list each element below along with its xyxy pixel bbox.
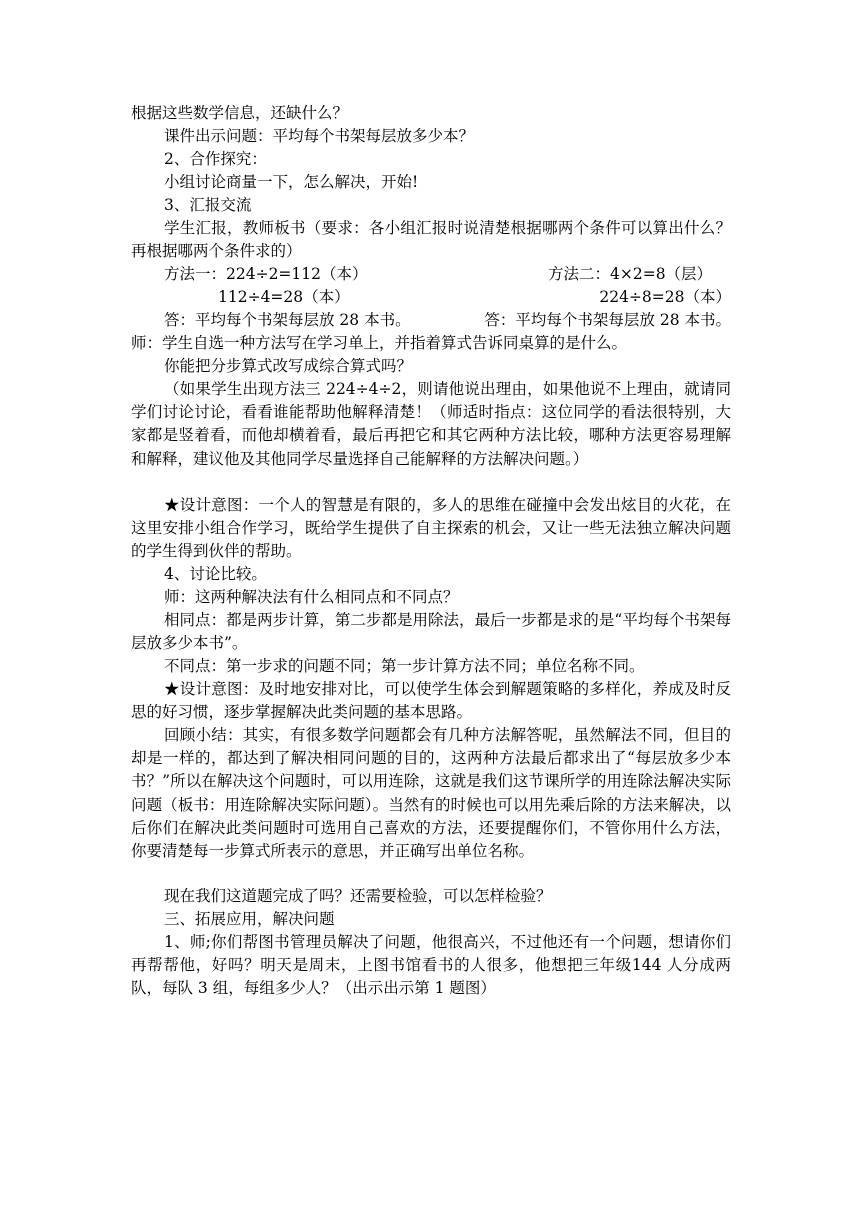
paragraph-similarities: 相同点：都是两步计算，第二步都是用除法，最后一步都是求的是“平均每个书架每层放多少本书”。 — [131, 611, 731, 653]
heading-discuss-compare: 4、讨论比较。 — [164, 565, 267, 583]
method-one-step1: 方法一：224÷2=112（本） — [164, 265, 368, 283]
heading-report: 3、汇报交流 — [164, 196, 252, 214]
paragraph-design-intent-1: ★设计意图：一个人的智慧是有限的，多人的思维在碰撞中会发出炫目的火花，在这里安排小组合作学习，既给学生提供了自主探索的机会，又让一些无法独立解决问题的学生得到伙伴的帮助。 — [131, 496, 731, 561]
paragraph-summary: 回顾小结：其实，有很多数学问题都会有几种方法解答呢，虽然解法不同，但目的却是一样的，都达到了解决相同问题的目的，这两种方法最后都求出了“每层放多少本书？”所以在解决这个问题时，可以用连除，这就是我们这节课所学的用连除法解决实际问题（板书：用连除解决实际问题）。当然有的时候也可以用先乘后除的方法来解决，以后你们在解决此类问题时可选用自己喜欢的方法，还要提醒你们，不管你用什么方法，你要清楚每一步算式所表示的意思，并正确写出单位名称。 — [131, 726, 731, 861]
answer-two: 答：平均每个书架每层放 28 本书。 — [484, 311, 731, 329]
heading-cooperate: 2、合作探究： — [164, 150, 267, 168]
heading-section-three: 三、拓展应用，解决问题 — [164, 910, 335, 928]
paragraph-design-intent-2: ★设计意图：及时地安排对比，可以使学生体会到解题策略的多样化，养成及时反思的好习惯，逐步掌握解决此类问题的基本思路。 — [131, 680, 731, 722]
line-group-discuss: 小组讨论商量一下，怎么解决，开始! — [164, 173, 419, 191]
answer-one: 答：平均每个书架每层放 28 本书。 — [164, 311, 411, 329]
paragraph-report: 学生汇报，教师板书（要求：各小组汇报时说清楚根据哪两个条件可以算出什么？再根据哪两个条件求的） — [131, 219, 731, 261]
method-two-step1: 方法二：4×2=8（层） — [548, 265, 713, 283]
teacher-instruction: 师：学生自选一种方法写在学习单上，并指着算式告诉同桌算的是什么。 — [131, 334, 628, 352]
method-two-step2: 224÷8=28（本） — [599, 288, 731, 306]
method-one-step2: 112÷4=28（本） — [218, 288, 350, 306]
line-show-question: 课件出示问题：平均每个书架每层放多少本？ — [164, 127, 475, 145]
line-check: 现在我们这道题完成了吗？还需要检验，可以怎样检验？ — [164, 887, 552, 905]
paragraph-method-three: （如果学生出现方法三 224÷4÷2，则请他说出理由，如果他说不上理由，就请同学们讨论讨论，看看谁能帮助他解释清楚！（师适时指点：这位同学的看法很特别，大家都是竖着看，而他却横着看，最后再把它和其它两种方法比较，哪种方法更容易理解和解释，建议他及其他同学尽量选择自己能解释的方法解决问题。） — [131, 380, 731, 468]
line-missing-info: 根据这些数学信息，还缺什么？ — [131, 104, 349, 122]
line-differences: 不同点：第一步求的问题不同；第一步计算方法不同；单位名称不同。 — [164, 657, 645, 675]
question-combine: 你能把分步算式改写成综合算式吗？ — [164, 357, 413, 375]
paragraph-task-one: 1、师;你们帮图书管理员解决了问题，他很高兴，不过他还有一个问题，想请你们再帮帮他，好吗？明天是周末，上图书馆看书的人很多，他想把三年级144 人分成两队，每队 3 组，每组多少人？（出示出示第 1 题图） — [131, 933, 731, 998]
line-teacher-question: 师：这两种解决法有什么相同点和不同点？ — [164, 588, 459, 606]
